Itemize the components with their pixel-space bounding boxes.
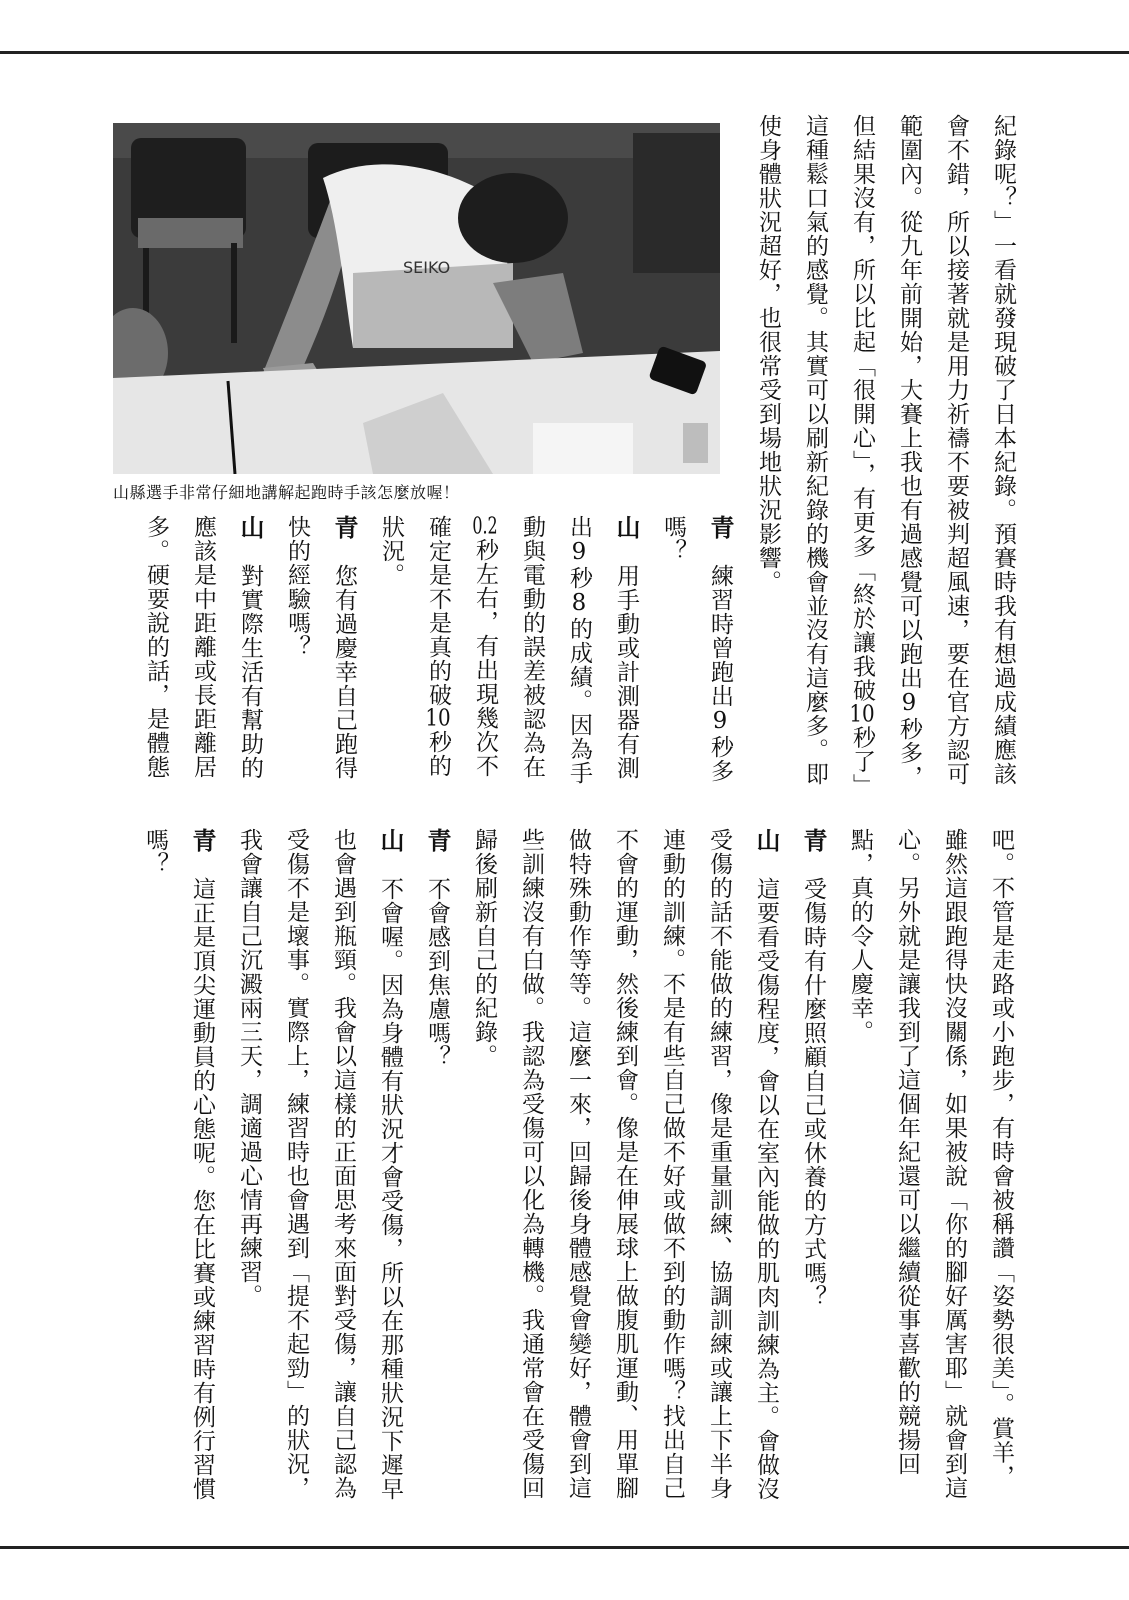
text-column <box>695 828 742 1501</box>
speaker-marker-yamagata: 山 <box>236 515 264 540</box>
text-column <box>272 828 319 1501</box>
number: 10 <box>425 707 451 730</box>
text-column <box>320 515 367 785</box>
speaker-marker-yamagata: 山 <box>376 828 404 853</box>
column-text: 範圍內。從九年前開始，大賽上我也有過感覺可以跑出9秒多， <box>896 114 922 789</box>
text-column <box>367 515 414 785</box>
speaker-marker-yamagata: 山 <box>752 828 780 853</box>
column-text: 我會讓自己沉澱兩三天，調適過心情再練習。 <box>236 828 262 1308</box>
column-text: 0.2秒左右，有出現幾次不 <box>472 515 498 778</box>
column-text: 使身體狀況超好，也很常受到場地狀況影響。 <box>755 114 781 594</box>
column-text: 出9秒8的成績。因為手 <box>566 515 592 785</box>
text-column <box>885 114 932 798</box>
column-text: 也會遇到瓶頸。我會以這樣的正面思考來面對受傷，讓自己認為 <box>330 828 356 1500</box>
column-text: 不會的運動，然後練到會。像是在伸展球上做腹肌運動、用單腳 <box>612 828 638 1500</box>
column-text: 這種鬆口氣的感覺。其實可以刷新紀錄的機會並沒有這麼多。即 <box>802 114 828 786</box>
text-column <box>554 828 601 1501</box>
column-text: 歸後刷新自己的紀錄。 <box>471 828 497 1068</box>
text-column <box>132 515 179 785</box>
text-column <box>930 828 977 1501</box>
column-text: 練習時曾跑出9秒多 <box>707 564 733 783</box>
text-column <box>791 114 838 798</box>
column-text: 受傷的話不能做的練習，像是重量訓練、協調訓練或讓上下半身 <box>706 828 732 1500</box>
speaker-marker-interviewer: 青 <box>423 828 451 853</box>
text-column <box>836 828 883 1501</box>
photo-caption: 山縣選手非常仔細地講解起跑時手該怎麼放喔！ <box>113 483 460 502</box>
text-column <box>460 828 507 1501</box>
column-text: 受傷時有什麼照顧自己或休養的方式嗎？ <box>800 877 826 1309</box>
interview-text-bottom <box>131 828 1024 1501</box>
text-column <box>508 515 555 785</box>
text-column <box>789 828 836 1501</box>
text-column <box>461 515 508 785</box>
column-text: 不會喔。因為身體有狀況才會受傷，所以在那種狀況下遲早 <box>377 877 403 1501</box>
column-text: 些訓練沒有白做。我認為受傷可以化為轉機。我通常會在受傷回 <box>518 828 544 1500</box>
text-column <box>413 828 460 1501</box>
speaker-marker-interviewer: 青 <box>330 515 358 540</box>
text-column <box>225 828 272 1501</box>
column-text: 連動的訓練。不是有些自己做不好或做不到的動作嗎？找出自己 <box>659 828 685 1500</box>
text-column <box>226 515 273 785</box>
text-column <box>649 515 696 785</box>
column-text: 這正是頂尖運動員的心態呢。您在比賽或練習時有例行習慣 <box>189 877 215 1501</box>
text-column <box>648 828 695 1501</box>
column-text: 應該是中距離或長距離居 <box>190 515 216 779</box>
text-column <box>696 515 743 785</box>
interview-text-under-photo <box>132 515 743 785</box>
column-text: 不會感到焦慮嗎？ <box>424 877 450 1069</box>
text-column <box>742 828 789 1501</box>
column-text: 受傷不是壞事。實際上，練習時也會遇到「提不起勁」的狀況， <box>283 828 309 1500</box>
bottom-rule <box>0 1546 1129 1549</box>
text-column <box>179 515 226 785</box>
text-column <box>838 114 885 798</box>
column-text: 會不錯，所以接著就是用力祈禱不要被判超風速，要在官方認可 <box>943 114 969 786</box>
article-text-top-right <box>744 114 1026 798</box>
column-text: 動與電動的誤差被認為在 <box>519 515 545 779</box>
text-column <box>555 515 602 785</box>
number: 0.2 <box>472 515 498 538</box>
text-column <box>932 114 979 798</box>
column-text: 狀況。 <box>378 515 404 587</box>
column-text: 快的經驗嗎？ <box>284 515 310 659</box>
text-column <box>273 515 320 785</box>
text-column <box>366 828 413 1501</box>
text-column <box>507 828 554 1501</box>
text-column <box>744 114 791 798</box>
svg-text:SEIKO: SEIKO <box>403 258 451 277</box>
column-text: 雖然這跟跑得快沒關係，如果被說「你的腳好厲害耶」就會到這 <box>941 828 967 1500</box>
column-text: 確定是不是真的破10秒的 <box>425 515 451 778</box>
speaker-marker-yamagata: 山 <box>612 515 640 540</box>
column-text: 但結果沒有，所以比起「很開心」，有更多「終於讓我破10秒了」 <box>849 114 875 798</box>
photo-athlete-demonstrating-hand-position <box>113 123 720 474</box>
column-text: 點，真的令人慶幸。 <box>847 828 873 1044</box>
speaker-marker-interviewer: 青 <box>706 515 734 540</box>
text-column <box>601 828 648 1501</box>
number: 10 <box>849 702 875 726</box>
top-rule <box>0 51 1129 54</box>
text-column <box>883 828 930 1501</box>
text-column <box>178 828 225 1501</box>
column-text: 紀錄呢？」一看就發現破了日本紀錄。預賽時我有想過成績應該 <box>990 114 1016 786</box>
column-text: 做特殊動作等等。這麼一來，回歸後身體感覺會變好，體會到這 <box>565 828 591 1500</box>
speaker-marker-interviewer: 青 <box>799 828 827 853</box>
column-text: 多。硬要說的話，是體態 <box>143 515 169 779</box>
column-text: 嗎？ <box>142 828 168 876</box>
column-text: 嗎？ <box>660 515 686 563</box>
text-column <box>319 828 366 1501</box>
column-text: 用手動或計測器有測 <box>613 564 639 780</box>
column-text: 對實際生活有幫助的 <box>237 564 263 780</box>
text-column <box>414 515 461 785</box>
column-text: 心。另外就是讓我到了這個年紀還可以繼續從事喜歡的競揚回 <box>894 828 920 1476</box>
text-column <box>602 515 649 785</box>
photo-illustration <box>113 123 720 474</box>
text-column <box>977 828 1024 1501</box>
text-column <box>979 114 1026 798</box>
column-text: 這要看受傷程度，會以在室內能做的肌肉訓練為主。會做沒 <box>753 877 779 1501</box>
column-text: 吧。不管是走路或小跑步，有時會被稱讚「姿勢很美」。賞羊， <box>988 828 1014 1489</box>
speaker-marker-interviewer: 青 <box>188 828 216 853</box>
column-text: 您有過慶幸自己跑得 <box>331 564 357 780</box>
text-column <box>131 828 178 1501</box>
